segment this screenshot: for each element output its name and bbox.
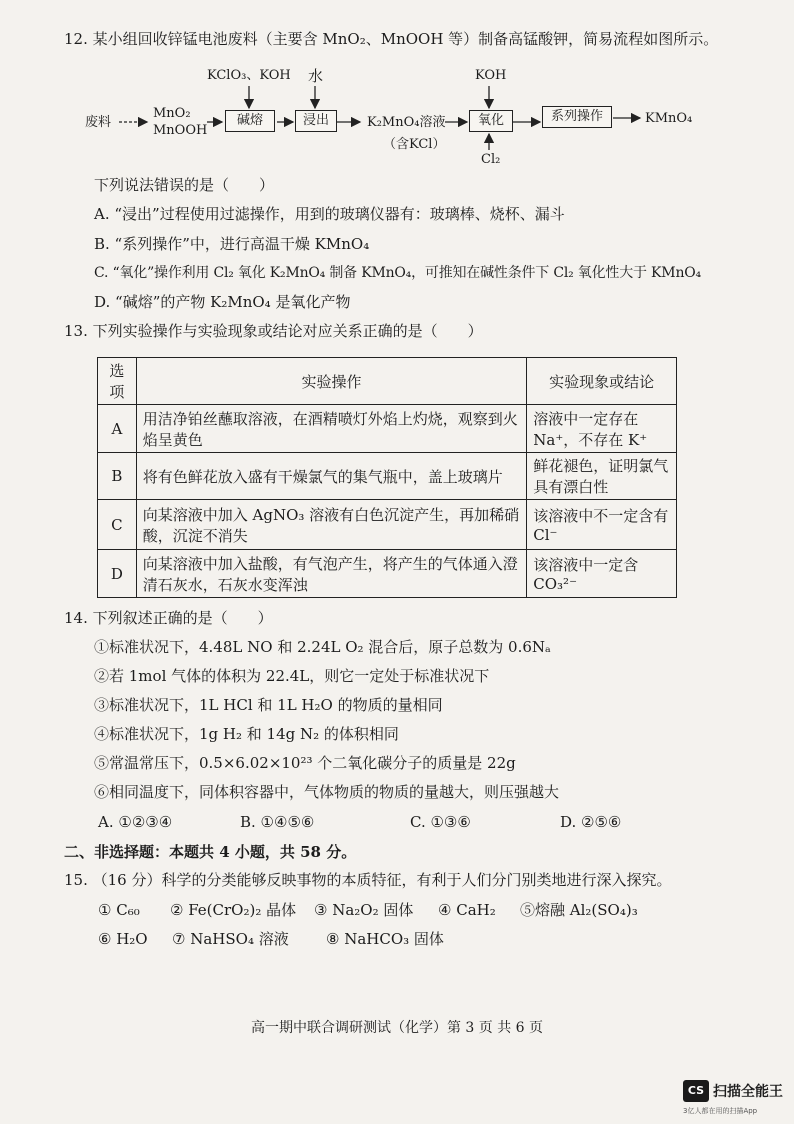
flow-k2mno4-solution: K₂MnO₄溶液 xyxy=(367,115,446,130)
flow-mno2: MnO₂ xyxy=(153,106,191,121)
page-footer: 高一期中联合调研测试（化学）第 3 页 共 6 页 xyxy=(250,1020,544,1036)
row-operation: 向某溶液中加入 AgNO₃ 溶液有白色沉淀产生，再加稀硝酸，沉淀不消失 xyxy=(136,500,527,550)
q12-prompt: 下列说法错误的是（ ） xyxy=(94,176,275,194)
scanner-watermark xyxy=(683,1080,793,1120)
row-option: D xyxy=(98,550,137,598)
q14-choice-d: D. ②⑤⑥ xyxy=(560,813,622,831)
header-result: 实验现象或结论 xyxy=(527,358,677,405)
q15-item: ④ CaH₂ xyxy=(438,901,496,919)
q12-option-b: B. “系列操作”中，进行高温干燥 KMnO₄ xyxy=(94,235,370,253)
q14-item-5: ⑤常温常压下，0.5×6.02×10²³ 个二氧化碳分子的质量是 22g xyxy=(94,754,516,772)
row-option: A xyxy=(98,405,137,453)
q12-option-d: D. “碱熔”的产物 K₂MnO₄ 是氧化产物 xyxy=(94,293,351,311)
watermark-subtitle: 3亿人都在用的扫描App xyxy=(683,1107,758,1115)
flow-step-oxidation: 氧化 xyxy=(469,110,513,132)
flow-reagent-water: 水 xyxy=(308,67,324,85)
row-option: B xyxy=(98,453,137,500)
q15-stem: 15. （16 分）科学的分类能够反映事物的本质特征，有利于人们分门别类地进行深入探究。 xyxy=(64,871,672,889)
flow-reagent-cl2: Cl₂ xyxy=(481,152,501,167)
header-option: 选项 xyxy=(98,358,137,405)
q14-item-4: ④标准状况下，1g H₂ 和 14g N₂ 的体积相同 xyxy=(94,725,399,743)
row-result: 鲜花褪色，证明氯气具有漂白性 xyxy=(527,453,677,500)
q15-item: ⑥ H₂O xyxy=(98,930,148,948)
flow-step-leach: 浸出 xyxy=(295,110,337,132)
row-operation: 将有色鲜花放入盛有干燥氯气的集气瓶中，盖上玻璃片 xyxy=(136,453,527,500)
row-result: 溶液中一定存在 Na⁺，不存在 K⁺ xyxy=(527,405,677,453)
flow-waste: 废料 xyxy=(85,115,112,130)
table-row xyxy=(98,453,677,500)
flow-step-series: 系列操作 xyxy=(542,106,612,128)
table-row xyxy=(98,405,677,453)
q15-item: ① C₆₀ xyxy=(98,901,140,919)
table-row xyxy=(98,500,677,550)
flow-reagent-koh: KOH xyxy=(475,68,507,83)
q12-flowchart xyxy=(85,64,725,174)
q14-item-3: ③标准状况下，1L HCl 和 1L H₂O 的物质的量相同 xyxy=(94,696,443,714)
q14-item-2: ②若 1mol 气体的体积为 22.4L，则它一定处于标准状况下 xyxy=(94,667,490,685)
q14-choice-c: C. ①③⑥ xyxy=(410,813,471,831)
q13-stem: 13. 下列实验操作与实验现象或结论对应关系正确的是（ ） xyxy=(64,322,483,340)
q15-item: ⑤熔融 Al₂(SO₄)₃ xyxy=(520,901,638,919)
flow-product: KMnO₄ xyxy=(645,111,693,126)
section-title: 二、非选择题：本题共 4 小题，共 58 分。 xyxy=(64,843,357,861)
row-operation: 向某溶液中加入盐酸，有气泡产生，将产生的气体通入澄清石灰水，石灰水变浑浊 xyxy=(136,550,527,598)
q12-option-a: A. “浸出”过程使用过滤操作，用到的玻璃仪器有：玻璃棒、烧杯、漏斗 xyxy=(94,205,565,223)
q12-option-c: C. “氧化”操作利用 Cl₂ 氧化 K₂MnO₄ 制备 KMnO₄，可推知在碱性条件下 Cl₂ 氧化性大于 KMnO₄ xyxy=(94,265,701,281)
flow-reagent1: KClO₃、KOH xyxy=(207,68,291,83)
q14-choice-b: B. ①④⑤⑥ xyxy=(240,813,315,831)
q15-item: ⑧ NaHCO₃ 固体 xyxy=(326,930,444,948)
q13-table xyxy=(97,357,677,598)
q15-item: ⑦ NaHSO₄ 溶液 xyxy=(172,930,289,948)
camscanner-logo-icon: CS xyxy=(683,1080,709,1102)
q12-stem: 12. 某小组回收锌锰电池废料（主要含 MnO₂、MnOOH 等）制备高锰酸钾，简易流程如图所示。 xyxy=(64,30,719,48)
row-operation: 用洁净铂丝蘸取溶液，在酒精喷灯外焰上灼烧，观察到火焰呈黄色 xyxy=(136,405,527,453)
q15-item: ③ Na₂O₂ 固体 xyxy=(314,901,414,919)
header-operation: 实验操作 xyxy=(136,358,527,405)
q14-item-6: ⑥相同温度下，同体积容器中，气体物质的物质的量越大，则压强越大 xyxy=(94,783,560,801)
flow-step-alkali-fusion: 碱熔 xyxy=(225,110,275,132)
table-row xyxy=(98,550,677,598)
watermark-title: 扫描全能王 xyxy=(713,1084,783,1100)
q14-stem: 14. 下列叙述正确的是（ ） xyxy=(64,609,273,627)
row-result: 该溶液中一定含 CO₃²⁻ xyxy=(527,550,677,598)
q14-choice-a: A. ①②③④ xyxy=(98,813,173,831)
flow-kcl-note: （含KCl） xyxy=(383,137,446,152)
row-result: 该溶液中不一定含有 Cl⁻ xyxy=(527,500,677,550)
table-header-row xyxy=(98,358,677,405)
q14-item-1: ①标准状况下，4.48L NO 和 2.24L O₂ 混合后，原子总数为 0.6Nₐ xyxy=(94,638,551,656)
row-option: C xyxy=(98,500,137,550)
flow-mnooh: MnOOH xyxy=(153,123,208,138)
q15-item: ② Fe(CrO₂)₂ 晶体 xyxy=(170,901,297,919)
